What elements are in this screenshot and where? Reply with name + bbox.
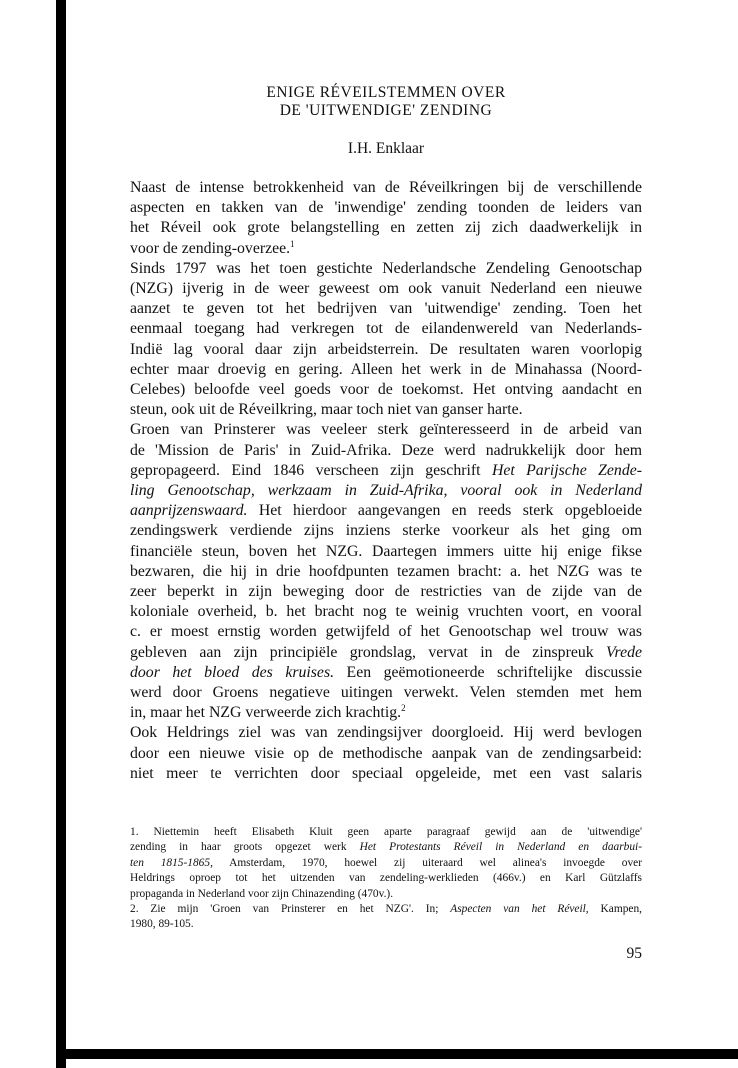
footnote-2 xyxy=(130,902,642,933)
paragraph-3 xyxy=(130,420,642,723)
article-title xyxy=(130,84,642,120)
text-line: Celebes) beloofde veel goeds voor de toekomst. Het ontving aandacht en xyxy=(130,381,642,399)
text-line: koloniale overheid, b. het bracht nog te weinig vruchten voort, en vooral xyxy=(130,603,642,621)
footnote-line: 1. Niettemin heeft Elisabeth Kluit geen aparte paragraaf gewijd aan de 'uitwendige' xyxy=(130,826,642,838)
footnote-ref-1[interactable]: 1 xyxy=(290,238,295,249)
footnote-ref-2[interactable]: 2 xyxy=(401,703,406,714)
text-line: in, maar het NZG verweerde zich krachtig.$^2$ xyxy=(130,703,406,722)
text-line: Ook Heldrings ziel was van zendingsijver doorgloeid. Hij werd bevlogen xyxy=(130,724,642,742)
work-title-italic: aanprijzenswaard. xyxy=(130,502,248,520)
footnote-line: 1980, 89-105. xyxy=(130,918,194,931)
article-body xyxy=(130,178,642,784)
footnote-line: 2. Zie mijn 'Groen van Prinsterer en het NZG'. In; Aspecten van het Réveil, Kampen, xyxy=(130,903,642,916)
footnote-line: propaganda in Nederland voor zijn Chinazending (470v.). xyxy=(130,887,394,900)
motto-italic: door het bloed des kruises. xyxy=(130,663,335,681)
work-title-italic: Het Parijsche Zende- xyxy=(491,461,642,479)
motto-italic: Vrede xyxy=(606,643,642,661)
text-line: niet meer te verrichten door speciaal opgeleide, met een vast salaris xyxy=(130,764,642,782)
text-line: bezwaren, die hij in drie hoofdpunten tezamen bracht: a. het NZG was te xyxy=(130,562,642,580)
text-line: aanprijzenswaard. Het hierdoor aangevangen en reeds sterk opgebloeide xyxy=(130,502,642,520)
text-line: door het bloed des kruises. Een geëmotioneerde schriftelijke discussie xyxy=(130,663,643,681)
text-line: zeer beperkt in zijn beweging door de restricties van de zijde van de xyxy=(130,583,642,601)
text-line: c. er moest ernstig worden getwijfeld of het Genootschap wel trouw was xyxy=(130,623,642,641)
text-line: aspecten en takken van de 'inwendige' zending toonden de leiders van xyxy=(130,199,642,217)
text-line: echter maar droevig en gering. Alleen het werk in de Minahassa (Noord- xyxy=(130,360,642,378)
paragraph-1 xyxy=(130,178,642,259)
text-line xyxy=(130,481,642,501)
text-line: werd door Groens negatieve uitingen verwekt. Velen stemden met hem xyxy=(130,684,642,702)
text-line: door een nieuwe visie op de methodische aanpak van de zendingsarbeid: xyxy=(130,744,642,762)
scan-border-left xyxy=(56,0,66,1068)
footnote-line: Heldrings oproep tot het uitzenden van zendeling-werklieden (466v.) en Karl Gützlaffs xyxy=(130,872,642,885)
footnote-1 xyxy=(130,825,642,902)
title-line-1: ENIGE RÉVEILSTEMMEN OVER xyxy=(266,84,506,101)
text-line: gebleven aan zijn principiële grondslag, vervat in de zinspreuk Vrede xyxy=(130,643,642,661)
text-line: financiële steun, boven het NZG. Daartegen immers uitte hij enige fikse xyxy=(130,542,642,560)
text-line: het Réveil ook grote belangstelling en zetten zij zich daadwerkelijk in xyxy=(130,219,642,237)
text-line: eenmaal toegang had verkregen tot de eilandenwereld van Nederlands- xyxy=(130,320,642,338)
footnotes xyxy=(130,825,642,933)
paragraph-2 xyxy=(130,259,642,421)
text-line: zendingswerk verdiende zijns inziens sterke voorkeur als het ging om xyxy=(130,522,642,540)
text-line: Naast de intense betrokkenheid van de Réveilkringen bij de verschillende xyxy=(130,179,642,196)
paragraph-4 xyxy=(130,723,642,784)
title-line-2: DE 'UITWENDIGE' ZENDING xyxy=(279,102,493,119)
text-line: voor de zending-overzee.$^1$ xyxy=(130,238,295,257)
footnote-line: zending in haar groots opgezet werk Het Protestants Réveil in Nederland en daarbui- xyxy=(130,841,642,854)
text-line: gepropageerd. Eind 1846 verscheen zijn geschrift Het Parijsche Zende- xyxy=(130,461,642,479)
text-line: Groen van Prinsterer was veeleer sterk geïnteresseerd in de arbeid van xyxy=(130,421,642,439)
page-number: 95 xyxy=(626,945,642,962)
work-title-italic: ling Genootschap, werkzaam in Zuid-Afrika, vooral ook in Nederland xyxy=(130,482,642,500)
text-line: Indië lag vooral daar zijn arbeidsterrein. De resultaten waren voorlopig xyxy=(130,340,642,358)
author-name: I.H. Enklaar xyxy=(347,140,425,157)
page-content xyxy=(130,84,642,784)
text-line: aanzet te geven tot het bedrijven van 'uitwendige' zending. Toen het xyxy=(130,300,642,318)
text-line: Sinds 1797 was het toen gestichte Nederlandsche Zendeling Genootschap xyxy=(130,259,642,277)
scan-border-bottom xyxy=(56,1049,738,1059)
footnote-line: ten 1815-1865, Amsterdam, 1970, hoewel zij uiteraard wel alinea's invoegde over xyxy=(130,856,642,869)
text-line: (NZG) ijverig in de weer geweest om ook vanuit Nederland een nieuwe xyxy=(130,280,642,298)
text-line: de 'Mission de Paris' in Zuid-Afrika. Deze werd nadrukkelijk door hem xyxy=(130,441,642,459)
text-line: steun, ook uit de Réveilkring, maar toch niet van ganser harte. xyxy=(130,401,523,419)
